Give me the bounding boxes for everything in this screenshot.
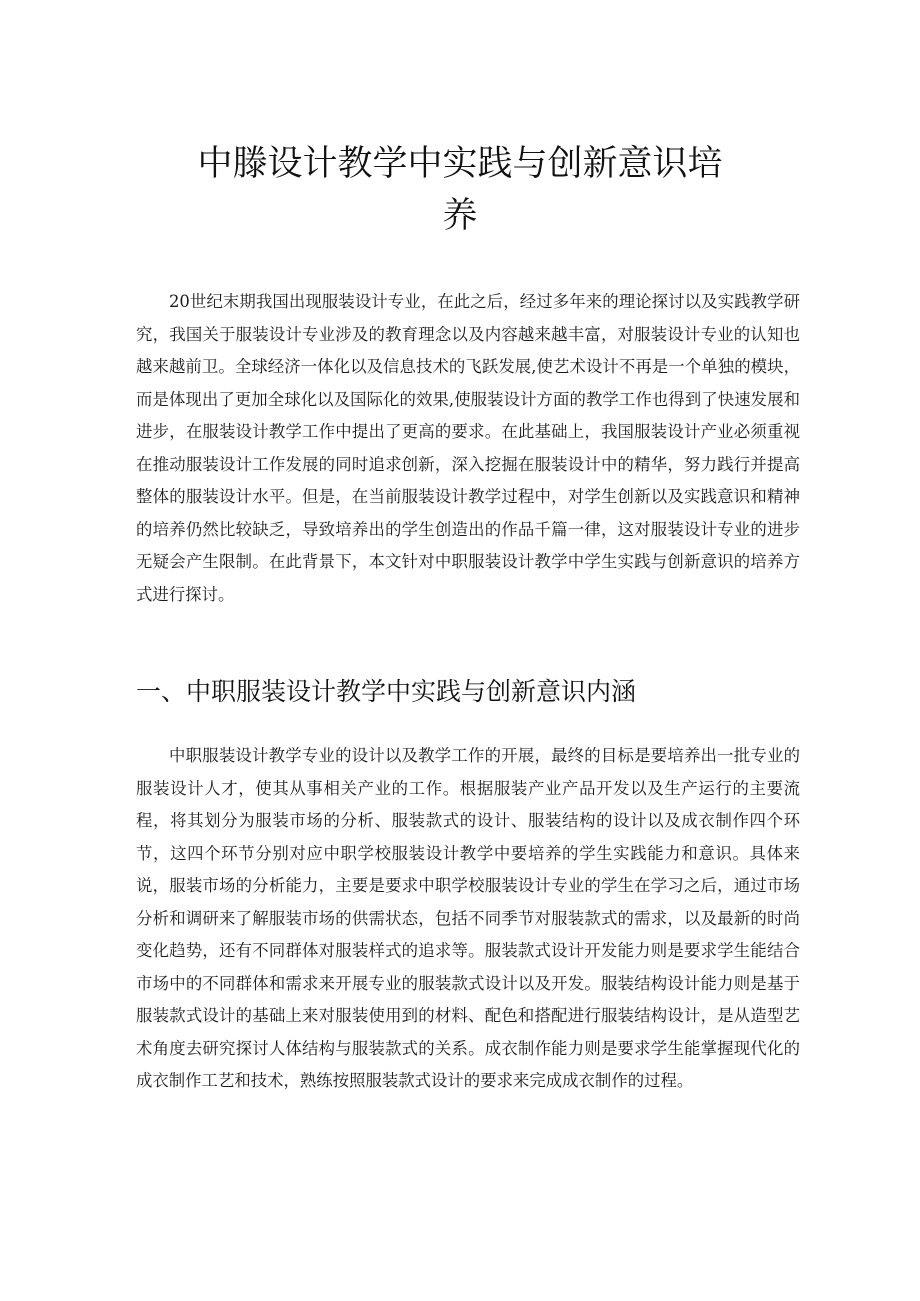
document-title-line-1: 中滕设计教学中实践与创新意识培 [197, 144, 723, 184]
section-1-heading: 一、中职服装设计教学中实践与创新意识内涵 [136, 677, 637, 706]
intro-paragraph: 20世纪末期我国出现服装设计专业，在此之后，经过多年来的理论探讨以及实践教学研究，我国关于服装设计专业涉及的教育理念以及内容越来越丰富，对服装设计专业的认知也越来越前卫。全球经济一体化以及信息技术的飞跃发展,使艺术设计不再是一个单独的模块，而是体现出了更加全球化以及国际化的效果,使服装设计方面的教学工作也得到了快速发展和进步，在服装设计教学工作中提出了更高的要求。在此基础上，我国服装设计产业必须重视在推动服装设计工作发展的同时追求创新，深入挖掘在服装设计中的精华，努力践行并提高整体的服装设计水平。但是，在当前服装设计教学过程中，对学生创新以及实践意识和精神的培养仍然比较缺乏，导致培养出的学生创造出的作品千篇一律，这对服装设计专业的进步无疑会产生限制。在此背景下，本文针对中职服装设计教学中学生实践与创新意识的培养方式进行探讨。 [136, 292, 800, 604]
section-1-paragraph: 中职服装设计教学专业的设计以及教学工作的开展，最终的目标是要培养出一批专业的服装设计人才，使其从事相关产业的工作。根据服装产业产品开发以及生产运行的主要流程，将其划分为服装市场的分析、服装款式的设计、服装结构的设计以及成衣制作四个环节，这四个环节分别对应中职学校服装设计教学中要培养的学生实践能力和意识。具体来说，服装市场的分析能力，主要是要求中职学校服装设计专业的学生在学习之后，通过市场分析和调研来了解服装市场的供需状态，包括不同季节对服装款式的需求，以及最新的时尚变化趋势，还有不同群体对服装样式的追求等。服装款式设计开发能力则是要求学生能结合市场中的不同群体和需求来开展专业的服装款式设计以及开发。服装结构设计能力则是基于服装款式设计的基础上来对服装使用到的材料、配色和搭配进行服装结构设计，是从造型艺术角度去研究探讨人体结构与服装款式的关系。成衣制作能力则是要求学生能掌握现代化的成衣制作工艺和技术，熟练按照服装款式设计的要求来完成成衣制作的过程。 [136, 746, 800, 1090]
document-title-line-2: 养 [442, 196, 478, 236]
